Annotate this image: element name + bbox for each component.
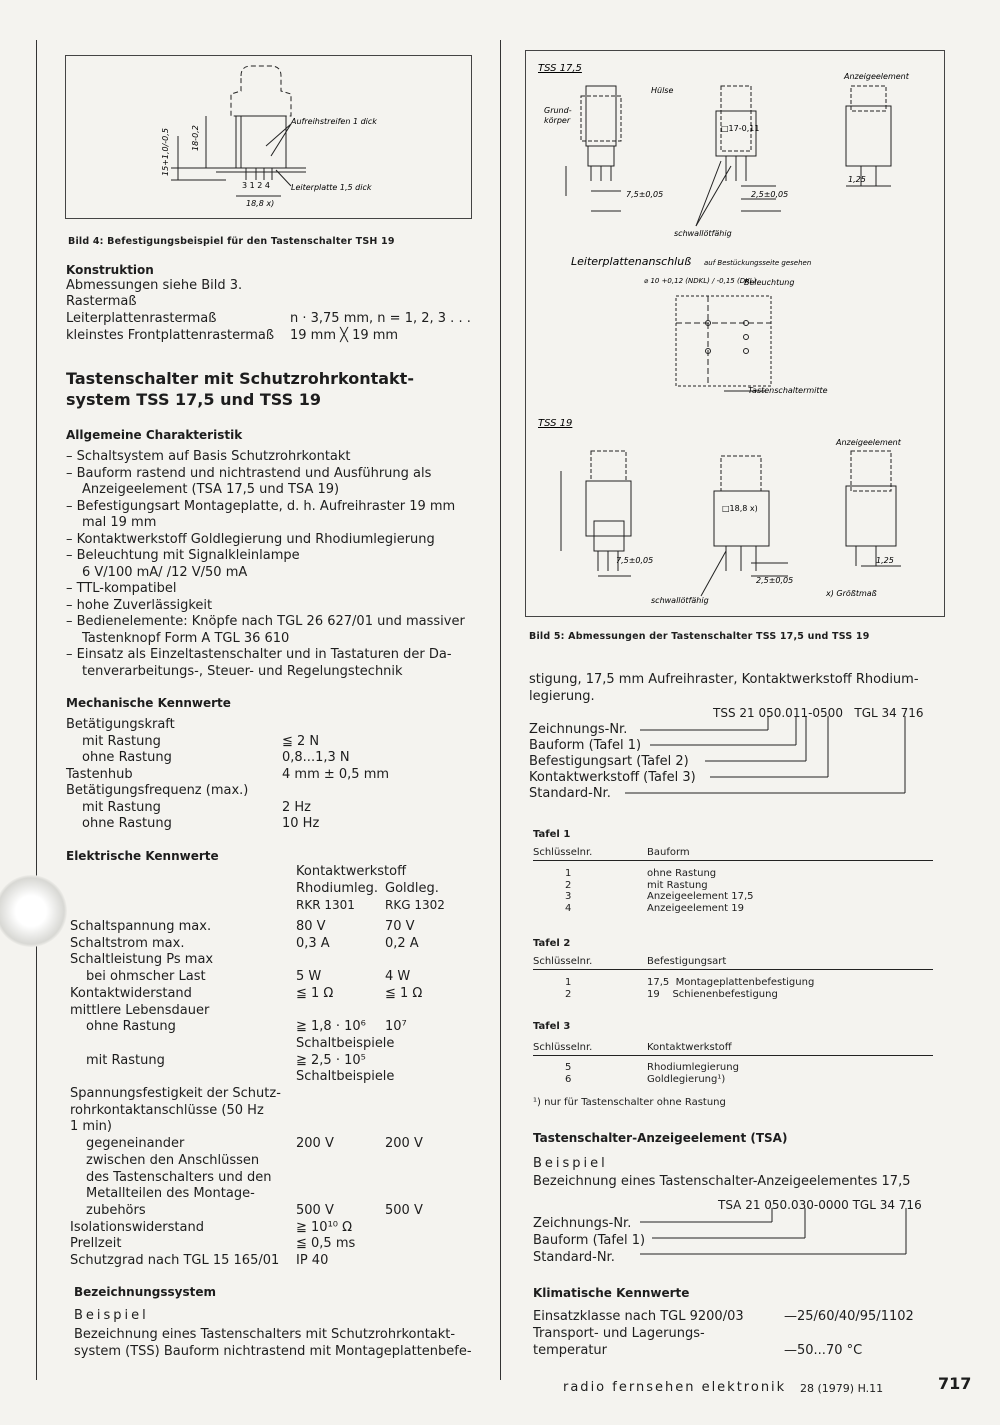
tafel1-key: 4 bbox=[565, 902, 572, 914]
mechanisch-value: 2 Hz bbox=[282, 799, 312, 815]
fig5-label-koerper: körper bbox=[544, 116, 571, 125]
figure-4 bbox=[65, 55, 472, 219]
klima-value-0: —25/60/40/95/1102 bbox=[784, 1309, 914, 1324]
elektrisch-label: zwischen den Anschlüssen bbox=[86, 1152, 260, 1168]
tafel3-head-key: Schlüsselnr. bbox=[533, 1042, 593, 1053]
fig5-label-mitte: Tastenschaltermitte bbox=[748, 386, 828, 395]
elektrisch-value-a: ≧ 2,5 · 10⁵ bbox=[296, 1052, 366, 1068]
elektrisch-head-rhodium: Rhodiumleg. bbox=[296, 881, 378, 896]
allgemein-line: – Schaltsystem auf Basis Schutzrohrkontakt bbox=[66, 449, 351, 464]
allgemein-line: – Befestigungsart Montageplatte, d. h. Aufreihraster 19 mm bbox=[66, 498, 456, 514]
figure-5-drawing bbox=[526, 51, 944, 616]
footer-issue: 28 (1979) H.11 bbox=[800, 1382, 884, 1395]
elektrisch-value-a: IP 40 bbox=[296, 1253, 329, 1268]
punch-hole bbox=[0, 875, 67, 947]
mechanisch-label: mit Rastung bbox=[82, 733, 161, 749]
section-heading-line-2: system TSS 17,5 und TSS 19 bbox=[66, 390, 321, 409]
column-divider bbox=[500, 40, 501, 1380]
elektrisch-value-a: ≧ 1,8 · 10⁶ bbox=[296, 1019, 366, 1035]
allgemein-line: tenverarbeitungs-, Steuer- und Regelungstechnik bbox=[82, 663, 403, 679]
elektrisch-value-a: 80 V bbox=[296, 919, 326, 934]
tafel1-val: ohne Rastung bbox=[647, 868, 717, 879]
mechanisch-value: 4 mm ± 0,5 mm bbox=[282, 766, 390, 782]
elektrisch-label: bei ohmscher Last bbox=[86, 969, 206, 985]
elektrisch-value-a: ≧ 10¹⁰ Ω bbox=[296, 1219, 353, 1235]
elektrisch-value-b: 200 V bbox=[385, 1136, 423, 1152]
right-text-line-1: legierung. bbox=[529, 689, 595, 704]
footnote: ¹) nur für Tastenschalter ohne Rastung bbox=[533, 1097, 726, 1108]
code1-item: Befestigungsart (Tafel 2) bbox=[529, 754, 689, 769]
elektrisch-value-a: ≦ 0,5 ms bbox=[296, 1236, 356, 1252]
allgemein-line: – Beleuchtung mit Signalkleinlampe bbox=[66, 548, 300, 563]
mechanisch-label: Betätigungsfrequenz (max.) bbox=[66, 783, 249, 798]
tsa-item: Bauform (Tafel 1) bbox=[533, 1233, 646, 1248]
fig4-dim-15: 15+1,0/-0,5 bbox=[161, 128, 170, 176]
elektrisch-label: Schaltstrom max. bbox=[70, 935, 185, 951]
tsa-designation: TSA 21 050.030-0000 TGL 34 716 bbox=[718, 1198, 922, 1212]
mechanisch-label: Tastenhub bbox=[66, 766, 133, 782]
elektrisch-value-a: 500 V bbox=[296, 1202, 334, 1218]
elektrisch-value-b: 0,2 A bbox=[385, 935, 419, 951]
konstruktion-value-2: n · 3,75 mm, n = 1, 2, 3 . . . bbox=[290, 311, 471, 326]
elektrisch-label: Kontaktwiderstand bbox=[70, 985, 192, 1001]
elektrisch-value-a: 200 V bbox=[296, 1136, 334, 1152]
fig5-dim-17: □17-0,11 bbox=[721, 124, 760, 133]
code1-designation: TSS 21 050.011-0500 TGL 34 716 bbox=[713, 706, 924, 720]
code1-item: Zeichnungs-Nr. bbox=[529, 722, 628, 737]
bezeichnung-title: Bezeichnungssystem bbox=[74, 1285, 217, 1299]
klima-label-0: Einsatzklasse nach TGL 9200/03 bbox=[533, 1309, 744, 1324]
mechanisch-value: 10 Hz bbox=[282, 816, 320, 831]
allgemein-line: – Bedienelemente: Knöpfe nach TGL 26 627/01 und massiver bbox=[66, 614, 465, 629]
tafel1-rule bbox=[533, 860, 933, 861]
fig5-dim-125-b: 1,25 bbox=[876, 556, 894, 565]
elektrisch-label: Schutzgrad nach TGL 15 165/01 bbox=[70, 1253, 280, 1268]
elektrisch-value-b: ≦ 1 Ω bbox=[385, 985, 423, 1001]
fig4-label-strip: Aufreihstreifen 1 dick bbox=[291, 117, 377, 126]
konstruktion-line-3: kleinstes Frontplattenrastermaß bbox=[66, 328, 275, 343]
fig5-label-huelse: Hülse bbox=[651, 86, 674, 95]
elektrisch-label: 1 min) bbox=[70, 1119, 112, 1135]
elektrisch-value-a: Schaltbeispiele bbox=[296, 1035, 395, 1051]
fig5-dim-188: □18,8 x) bbox=[722, 504, 758, 513]
elektrisch-label: Schaltleistung Ps max bbox=[70, 952, 214, 968]
konstruktion-title: Konstruktion bbox=[66, 263, 154, 277]
fig5-label-tss175: TSS 17,5 bbox=[538, 63, 582, 74]
allgemein-line: mal 19 mm bbox=[82, 515, 157, 530]
figure-4-caption: Bild 4: Befestigungsbeispiel für den Tastenschalter TSH 19 bbox=[68, 236, 395, 247]
tsa-leader-lines bbox=[640, 1208, 940, 1264]
elektrisch-label: mittlere Lebensdauer bbox=[70, 1002, 210, 1018]
klima-label-2: temperatur bbox=[533, 1343, 608, 1358]
tafel3-title: Tafel 3 bbox=[533, 1021, 571, 1032]
elektrisch-head-gold: Goldleg. bbox=[385, 881, 439, 896]
elektrisch-head-rkg: RKG 1302 bbox=[385, 898, 445, 912]
tafel2-key: 2 bbox=[565, 988, 572, 1000]
fig4-pin-labels: 3 1 2 4 bbox=[242, 181, 270, 190]
elektrisch-label: Prellzeit bbox=[70, 1236, 122, 1252]
allgemein-line: – TTL-kompatibel bbox=[66, 581, 177, 596]
elektrisch-label: ohne Rastung bbox=[86, 1019, 176, 1035]
fig5-dim-125-a: 1,25 bbox=[848, 175, 866, 184]
konstruktion-line-0: Abmessungen siehe Bild 3. bbox=[66, 278, 243, 293]
fig5-label-leiterplatte: Leiterplattenanschluß bbox=[571, 255, 692, 268]
elektrisch-head-rkr: RKR 1301 bbox=[296, 898, 355, 912]
tafel1-key: 2 bbox=[565, 879, 572, 891]
fig5-label-groesst: x) Größtmaß bbox=[826, 589, 877, 598]
code1-item: Kontaktwerkstoff (Tafel 3) bbox=[529, 770, 696, 785]
fig5-label-tss19: TSS 19 bbox=[538, 418, 573, 429]
allgemein-line: – Bauform rastend und nichtrastend und Ausführung als bbox=[66, 465, 432, 481]
elektrisch-value-b: 70 V bbox=[385, 919, 415, 934]
bezeichnung-line-0: Bezeichnung eines Tastenschalters mit Schutzrohrkontakt- bbox=[74, 1327, 456, 1342]
tafel1-head-key: Schlüsselnr. bbox=[533, 847, 593, 858]
konstruktion-line-1: Rastermaß bbox=[66, 294, 137, 309]
tafel1-key: 3 bbox=[565, 891, 572, 902]
figure-4-drawing bbox=[66, 56, 471, 218]
elektrisch-label: Isolationswiderstand bbox=[70, 1219, 204, 1235]
mechanisch-value: 0,8...1,3 N bbox=[282, 750, 350, 765]
fig5-label-bohr: ⌀ 10 +0,12 (NDKL) / -0,15 (DKL) bbox=[644, 277, 757, 285]
mechanisch-label: ohne Rastung bbox=[82, 750, 172, 765]
allgemein-title: Allgemeine Charakteristik bbox=[66, 428, 243, 442]
elektrisch-value-b: 500 V bbox=[385, 1202, 423, 1218]
tsa-item: Zeichnungs-Nr. bbox=[533, 1216, 632, 1231]
allgemein-line: 6 V/100 mA/ /12 V/50 mA bbox=[82, 564, 248, 580]
allgemein-line: – Kontaktwerkstoff Goldlegierung und Rhodiumlegierung bbox=[66, 531, 435, 547]
bezeichnung-line-1: system (TSS) Bauform nichtrastend mit Montageplattenbefe- bbox=[74, 1344, 472, 1359]
code1-leader-lines bbox=[600, 716, 940, 806]
allgemein-line: Anzeigeelement (TSA 17,5 und TSA 19) bbox=[82, 482, 340, 497]
fig5-label-schwall-1: schwallötfähig bbox=[674, 229, 732, 238]
elektrisch-label: rohrkontaktanschlüsse (50 Hz bbox=[70, 1102, 264, 1118]
mechanisch-label: mit Rastung bbox=[82, 799, 161, 815]
tafel2-val: 19 Schienenbefestigung bbox=[647, 988, 778, 1000]
elektrisch-label: mit Rastung bbox=[86, 1052, 165, 1068]
elektrisch-value-a: ≦ 1 Ω bbox=[296, 985, 334, 1001]
fig5-label-anzeige-1: Anzeigeelement bbox=[844, 72, 909, 81]
tafel2-rule bbox=[533, 969, 933, 970]
elektrisch-value-a: 0,3 A bbox=[296, 935, 330, 951]
mechanisch-label: Betätigungskraft bbox=[66, 717, 175, 732]
klima-value-2: —50...70 °C bbox=[784, 1343, 863, 1358]
tafel1-val: Anzeigeelement 19 bbox=[647, 902, 744, 914]
fig4-dim-18: 18-0,2 bbox=[191, 125, 200, 151]
elektrisch-label: Schaltspannung max. bbox=[70, 919, 212, 934]
tafel3-rule bbox=[533, 1055, 933, 1056]
elektrisch-label: des Tastenschalters und den bbox=[86, 1169, 272, 1185]
bezeichnung-beispiel: Beispiel bbox=[74, 1308, 149, 1323]
tafel1-title: Tafel 1 bbox=[533, 829, 571, 840]
figure-5-caption: Bild 5: Abmessungen der Tastenschalter TSS 17,5 und TSS 19 bbox=[529, 631, 870, 642]
allgemein-line: – Einsatz als Einzeltastenschalter und in Tastaturen der Da- bbox=[66, 647, 452, 662]
code1-item: Standard-Nr. bbox=[529, 786, 611, 801]
tafel3-key: 5 bbox=[565, 1062, 572, 1073]
tsa-line: Bezeichnung eines Tastenschalter-Anzeigeelementes 17,5 bbox=[533, 1174, 911, 1189]
fig5-label-anzeige-2: Anzeigeelement bbox=[836, 438, 901, 447]
tafel1-key: 1 bbox=[565, 868, 572, 879]
tafel3-val: Goldlegierung¹) bbox=[647, 1073, 726, 1085]
elektrisch-value-a: 5 W bbox=[296, 969, 322, 985]
tsa-beispiel: Beispiel bbox=[533, 1156, 608, 1171]
fig5-dim-75-b: 7,5±0,05 bbox=[616, 556, 654, 565]
tafel3-key: 6 bbox=[565, 1073, 572, 1085]
elektrisch-title: Elektrische Kennwerte bbox=[66, 849, 219, 863]
fig5-label-seite: auf Bestückungsseite gesehen bbox=[704, 259, 812, 267]
elektrisch-head-werkstoff: Kontaktwerkstoff bbox=[296, 864, 407, 879]
fig5-dim-25-a: 2,5±0,05 bbox=[751, 190, 789, 199]
fig4-dim-188: 18,8 x) bbox=[246, 199, 275, 208]
fig4-label-board: Leiterplatte 1,5 dick bbox=[291, 183, 372, 192]
tafel1-val: mit Rastung bbox=[647, 879, 708, 891]
allgemein-line: Tastenknopf Form A TGL 36 610 bbox=[82, 630, 290, 646]
tafel2-title: Tafel 2 bbox=[533, 938, 571, 949]
left-margin-line bbox=[36, 40, 37, 1380]
mechanisch-value: ≦ 2 N bbox=[282, 733, 320, 749]
klima-label-1: Transport- und Lagerungs- bbox=[533, 1326, 705, 1341]
tsa-item: Standard-Nr. bbox=[533, 1250, 615, 1265]
mechanisch-title: Mechanische Kennwerte bbox=[66, 696, 231, 710]
elektrisch-value-b: 10⁷ bbox=[385, 1019, 407, 1035]
tafel1-val: Anzeigeelement 17,5 bbox=[647, 891, 754, 902]
fig5-label-grund: Grund- bbox=[544, 106, 572, 115]
elektrisch-label: gegeneinander bbox=[86, 1136, 185, 1152]
section-heading-line-1: Tastenschalter mit Schutzrohrkontakt- bbox=[66, 369, 414, 388]
elektrisch-value-b: 4 W bbox=[385, 969, 411, 985]
elektrisch-label: Metallteilen des Montage- bbox=[86, 1186, 255, 1202]
konstruktion-value-3: 19 mm ╳ 19 mm bbox=[290, 328, 399, 343]
tafel2-head-val: Befestigungsart bbox=[647, 956, 727, 967]
tafel3-head-val: Kontaktwerkstoff bbox=[647, 1042, 732, 1053]
elektrisch-label: zubehörs bbox=[86, 1202, 146, 1218]
tsa-title: Tastenschalter-Anzeigeelement (TSA) bbox=[533, 1131, 788, 1145]
footer-page: 717 bbox=[938, 1374, 972, 1393]
footer-journal: radio fernsehen elektronik bbox=[563, 1380, 787, 1395]
tafel2-head-key: Schlüsselnr. bbox=[533, 956, 593, 967]
elektrisch-label: Spannungsfestigkeit der Schutz- bbox=[70, 1086, 281, 1101]
tafel1-head-val: Bauform bbox=[647, 847, 690, 858]
fig5-dim-75-a: 7,5±0,05 bbox=[626, 190, 664, 199]
fig5-dim-25-b: 2,5±0,05 bbox=[756, 576, 794, 585]
konstruktion-line-2: Leiterplattenrastermaß bbox=[66, 311, 217, 326]
tafel3-val: Rhodiumlegierung bbox=[647, 1062, 739, 1073]
tafel2-key: 1 bbox=[565, 977, 572, 988]
right-text-line-0: stigung, 17,5 mm Aufreihraster, Kontaktwerkstoff Rhodium- bbox=[529, 672, 919, 687]
klima-title: Klimatische Kennwerte bbox=[533, 1286, 690, 1300]
code1-item: Bauform (Tafel 1) bbox=[529, 738, 642, 753]
allgemein-line: – hohe Zuverlässigkeit bbox=[66, 597, 213, 613]
fig5-label-schwall-2: schwallötfähig bbox=[651, 596, 709, 605]
elektrisch-value-a: Schaltbeispiele bbox=[296, 1069, 395, 1085]
figure-5 bbox=[525, 50, 945, 617]
mechanisch-label: ohne Rastung bbox=[82, 816, 172, 831]
tafel2-val: 17,5 Montageplattenbefestigung bbox=[647, 977, 815, 988]
fig5-label-beleuchtung: Beleuchtung bbox=[744, 278, 795, 287]
